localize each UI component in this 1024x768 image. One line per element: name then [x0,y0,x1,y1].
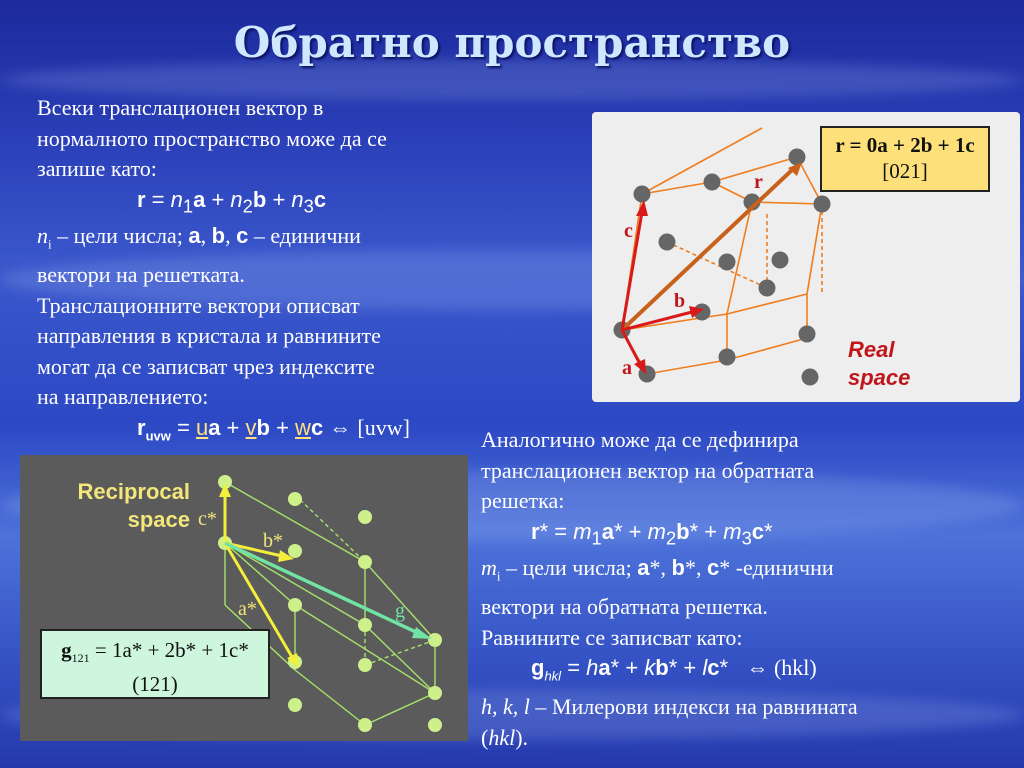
right-line: транслационен вектор на обратната [481,457,815,483]
recip-formula-line: $g_{121} = 1a* + 2b* + 1c*$ [61,638,249,666]
trans-line: направления в кристала и равнините [37,323,381,349]
recip-index-line: (121) [132,672,178,697]
real-lattice-atoms [614,149,831,386]
trans-line: могат да се записват чрез индексите [37,353,375,379]
formula-r-star: $r* = m_1a* + m_2b* + m_3c*$ [531,518,773,548]
real-lattice-lines [622,128,822,374]
ni-line: $n_i$ – цели числа; a, b, c – единични [37,223,361,252]
recip-vec-g-label: g [395,600,405,622]
real-index-line: [021] [882,159,928,183]
miller-line: h, k, l – Милерови индекси на равнината [481,694,858,720]
planes-line: Равнините се записват като: [481,624,743,650]
intro-line: нормалното пространство може да се [37,125,387,151]
real-formula-line: r = 0a + 2b + 1c [835,133,975,157]
left-text-block [37,93,553,452]
trans-line: Транслационните вектори описват [37,292,360,318]
miller-line-2: (hkl). [481,724,529,750]
recip-formula-box [40,629,270,699]
formula-uvw: $r_{uvw}$ = ua + vb + wc ⇔ [uvw] [137,414,410,444]
right-line: Аналогично може да се дефинира [481,427,799,452]
recip-vec-a-label: a* [238,598,257,620]
mi-line-2: вектори на обратната решетка. [481,594,768,620]
intro-line: запише като: [37,156,157,181]
real-vec-r-label: r [754,171,763,193]
mi-line: $m_i$ – цели числа; a*, b*, c* -единични [481,555,834,584]
real-vec-c-label: c [624,220,633,242]
trans-line: на направлението: [37,384,209,410]
real-vec-b-label: b [674,290,686,312]
reciprocal-space-label: Reciprocal space [77,479,190,532]
recip-vec-c-label: c* [198,508,217,530]
real-vec-a-label: a [622,357,632,379]
ni-line-2: вектори на решетката. [37,262,245,288]
formula-g: $g_{hkl} = ha* + kb* + lc*$ ⇔ (hkl) [531,655,817,684]
real-formula-box [820,126,990,192]
formula-r: $r = n_1a + n_2b + n_3c$ [137,186,327,216]
real-space-label: Real space [848,337,911,390]
slide-title: Обратно пространство [233,18,791,67]
recip-vec-b-label: b* [263,530,283,552]
intro-line: Всеки транслационен вектор в [37,95,324,120]
right-text-block [481,425,1013,753]
right-line: решетка: [481,488,565,513]
